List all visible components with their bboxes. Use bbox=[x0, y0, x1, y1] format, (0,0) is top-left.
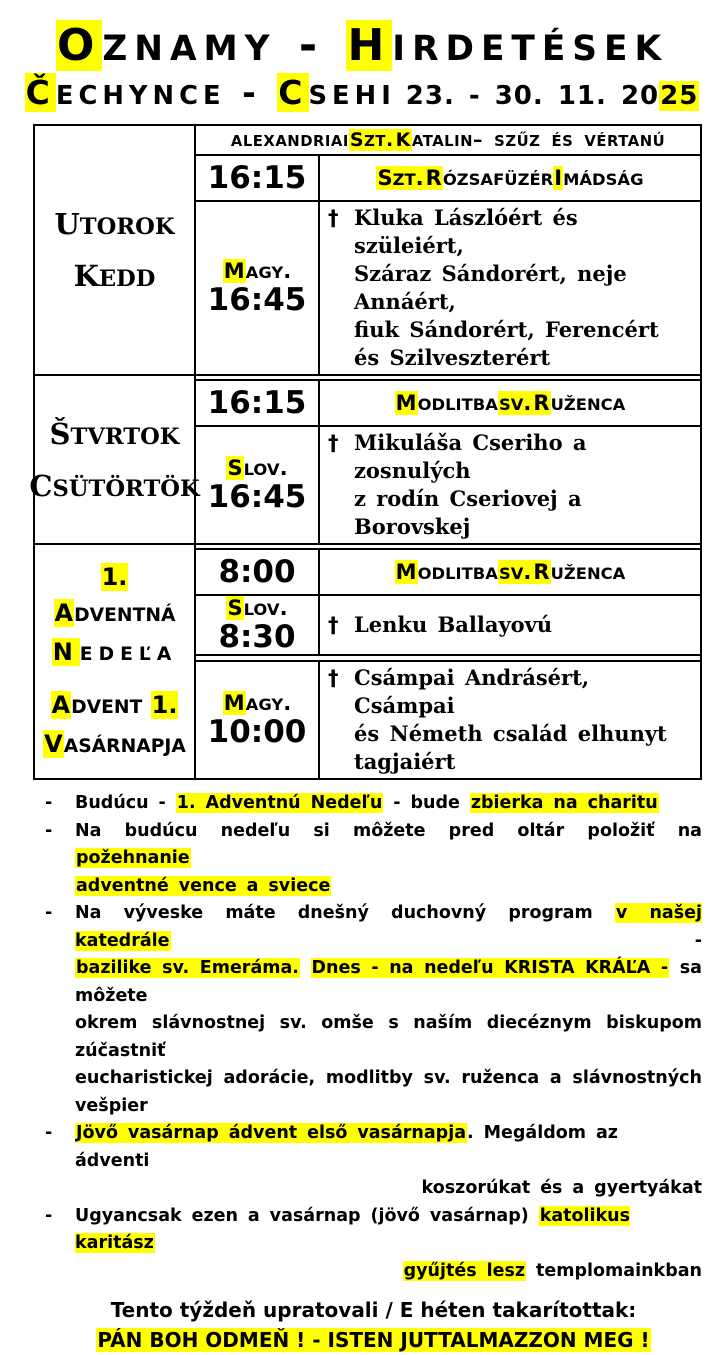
announcement-item bbox=[45, 1120, 702, 1203]
mass-description-rosary: M ODLITBA SV. R UŽENCA bbox=[395, 391, 626, 415]
bullet-dash: - bbox=[45, 820, 53, 841]
cross-icon: † bbox=[328, 431, 339, 455]
schedule-group-thursday bbox=[29, 374, 700, 543]
announcement-item bbox=[45, 790, 702, 818]
schedule-table bbox=[29, 124, 702, 780]
schedule-row-mass bbox=[196, 425, 700, 543]
mass-intention: † Csámpai Andrásért, Csámpai és Németh család elhunyt tagjaiért bbox=[328, 665, 667, 775]
language-label: MAGY. bbox=[223, 258, 292, 283]
cross-icon: † bbox=[328, 613, 339, 638]
mass-description-rosary: SZT. R ÓZSAFÜZÉR I MÁDSÁG bbox=[377, 166, 644, 190]
feast-header: ALEXANDRIAI SZT. K ATALIN – SZŰZ ÉS VÉRTANÚ bbox=[196, 126, 700, 156]
bullet-dash: - bbox=[45, 793, 53, 814]
mass-intention: † Lenku Ballayovú bbox=[328, 612, 553, 638]
schedule-row-rosary bbox=[196, 550, 700, 594]
time-value: 10:00 bbox=[207, 714, 307, 751]
time-cell bbox=[196, 550, 320, 594]
time-cell bbox=[196, 662, 320, 778]
footer bbox=[45, 1295, 702, 1355]
announcements bbox=[45, 790, 702, 1355]
time-cell bbox=[196, 156, 320, 200]
time-value: 16:15 bbox=[207, 384, 307, 421]
time-value: 16:15 bbox=[207, 159, 307, 196]
schedule-group-sunday bbox=[35, 543, 700, 778]
schedule-row-rosary bbox=[196, 381, 700, 425]
bulletin-page bbox=[0, 20, 724, 1355]
time-cell bbox=[196, 202, 320, 374]
announcement-text: Na budúcu nedeľu si môžete pred oltár položiť na požehnanie adventné vence a sviece bbox=[75, 820, 702, 896]
time-value: 8:30 bbox=[218, 619, 296, 656]
cross-icon: † bbox=[328, 666, 339, 691]
subtitle-location: ČECHYNCE - CSEHI bbox=[25, 73, 396, 112]
time-cell bbox=[196, 381, 320, 425]
schedule-rows-sunday bbox=[196, 548, 700, 778]
language-label: MAGY. bbox=[223, 691, 292, 716]
announcement-text: Jövő vasárnap ádvent első vasárnapja. Megáldom az ádventi koszorúkat és a gyertyákat bbox=[75, 1123, 702, 1199]
cleaning-note: Tento týždeň upratovali / E héten takarítottak: bbox=[110, 1298, 637, 1323]
page-subtitle bbox=[0, 73, 724, 112]
blessing-line: PÁN BOH ODMEŇ ! - ISTEN JUTTALMAZZON MEG ! bbox=[97, 1328, 650, 1353]
schedule-rows-thursday bbox=[196, 379, 700, 543]
schedule-row-mass bbox=[196, 594, 700, 656]
mass-description-rosary: M ODLITBA SV. R UŽENCA bbox=[395, 560, 626, 584]
mass-intention: † Kluka Lászlóért és szüleiért, Száraz Sándorért, neje Annáért, fiuk Sándorért, Ferencért és Szilveszterért bbox=[328, 205, 659, 370]
time-value: 16:45 bbox=[207, 479, 307, 516]
day-cell-thursday: ŠTVRTOK CSÜTÖRTÖK bbox=[35, 376, 196, 543]
announcement-item bbox=[45, 818, 702, 901]
mass-intention: † Mikuláša Cseriho a zosnulých z rodín Cseriovej a Borovskej bbox=[328, 430, 587, 539]
schedule-row-mass bbox=[196, 200, 700, 374]
announcement-text: Ugyancsak ezen a vasárnap (jövő vasárnap) katolikus karitász gyűjtés lesz templomainkban bbox=[75, 1205, 702, 1281]
day-cell-tuesday: UTOROK KEDD bbox=[35, 126, 196, 374]
language-label: SLOV. bbox=[227, 596, 288, 620]
day-cell-sunday: 1. ADVENTNÁ NEDEĽA ADVENT 1. VASÁRNAPJA bbox=[35, 545, 196, 778]
time-value: 16:45 bbox=[207, 282, 307, 319]
time-cell bbox=[196, 596, 320, 654]
time-cell bbox=[196, 427, 320, 543]
bullet-dash: - bbox=[45, 903, 53, 924]
announcement-text: Na výveske máte dnešný duchovný program v našej katedrále - bazilike sv. Emeráma. Dnes - na nedeľu KRISTA KRÁĽA - sa môžete okrem slávnostnej sv. omše s naším diecéznym biskupom zúčastniť eucharistickej adorácie, modlitby sv. ruženca a slávnostných vešpier bbox=[75, 903, 702, 1116]
page-title: OZNAMY - HIRDETÉSEK bbox=[56, 20, 669, 71]
subtitle-daterange: 23. - 30. 11. 2025 bbox=[405, 81, 699, 111]
schedule-rows-tuesday bbox=[196, 126, 700, 374]
schedule-row-rosary bbox=[196, 156, 700, 200]
schedule-row-mass bbox=[196, 660, 700, 778]
language-label: SLOV. bbox=[227, 455, 288, 480]
announcement-text: Budúcu - 1. Adventnú Nedeľu - bude zbierka na charitu bbox=[75, 793, 658, 814]
bullet-dash: - bbox=[45, 1123, 53, 1144]
schedule-group-tuesday bbox=[35, 126, 700, 374]
cross-icon: † bbox=[328, 206, 339, 230]
bullet-dash: - bbox=[45, 1205, 53, 1226]
announcement-item bbox=[45, 900, 702, 1120]
time-value: 8:00 bbox=[218, 553, 296, 590]
announcement-item bbox=[45, 1203, 702, 1286]
